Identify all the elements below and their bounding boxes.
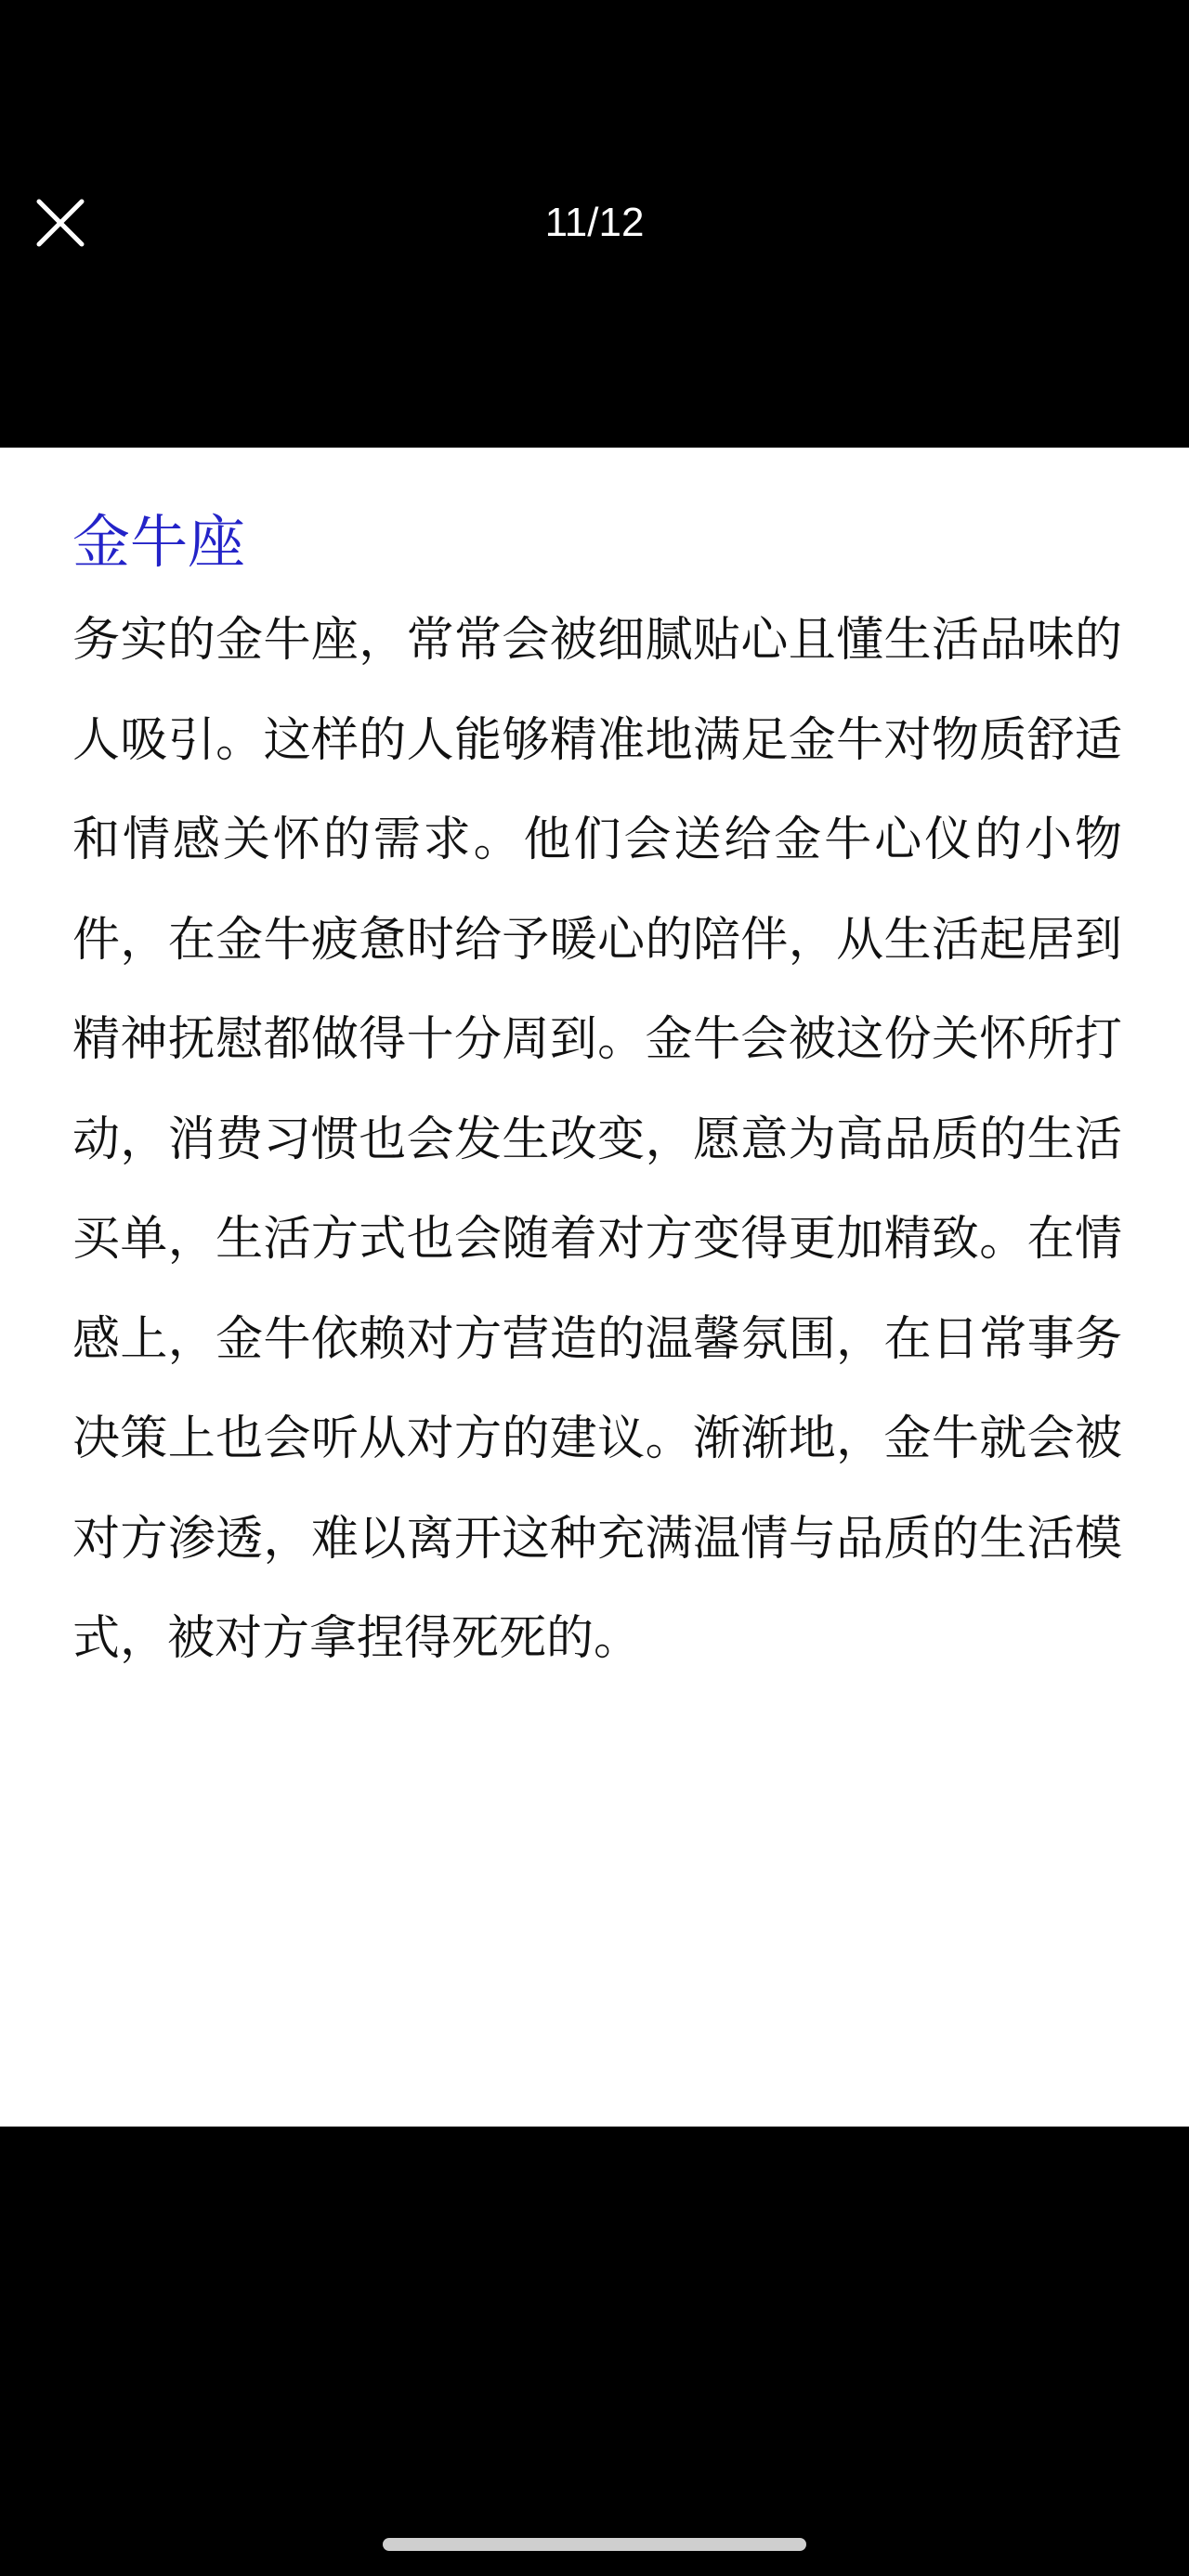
image-content <box>0 448 1189 2127</box>
home-indicator[interactable] <box>383 2538 806 2551</box>
viewer-top-bar <box>0 0 1189 448</box>
page-counter: 11/12 <box>544 200 645 245</box>
article-body: 务实的金牛座，常常会被细腻贴心且懂生活品味的人吸引。这样的人能够精准地满足金牛对物质舒适和情感关怀的需求。他们会送给金牛心仪的小物件，在金牛疲惫时给予暖心的陪伴，从生活起居到精神抚慰都做得十分周到。金牛会被这份关怀所打动，消费习惯也会发生改变，愿意为高品质的生活买单，生活方式也会随着对方变得更加精致。在情感上，金牛依赖对方营造的温馨氛围，在日常事务决策上也会听从对方的建议。渐渐地，金牛就会被对方渗透，难以离开这种充满温情与品质的生活模式，被对方拿捏得死死的。 <box>72 613 1122 1666</box>
article-title: 金牛座 <box>72 508 246 576</box>
viewer-bottom-area <box>0 2127 1189 2576</box>
article <box>72 505 1122 1689</box>
